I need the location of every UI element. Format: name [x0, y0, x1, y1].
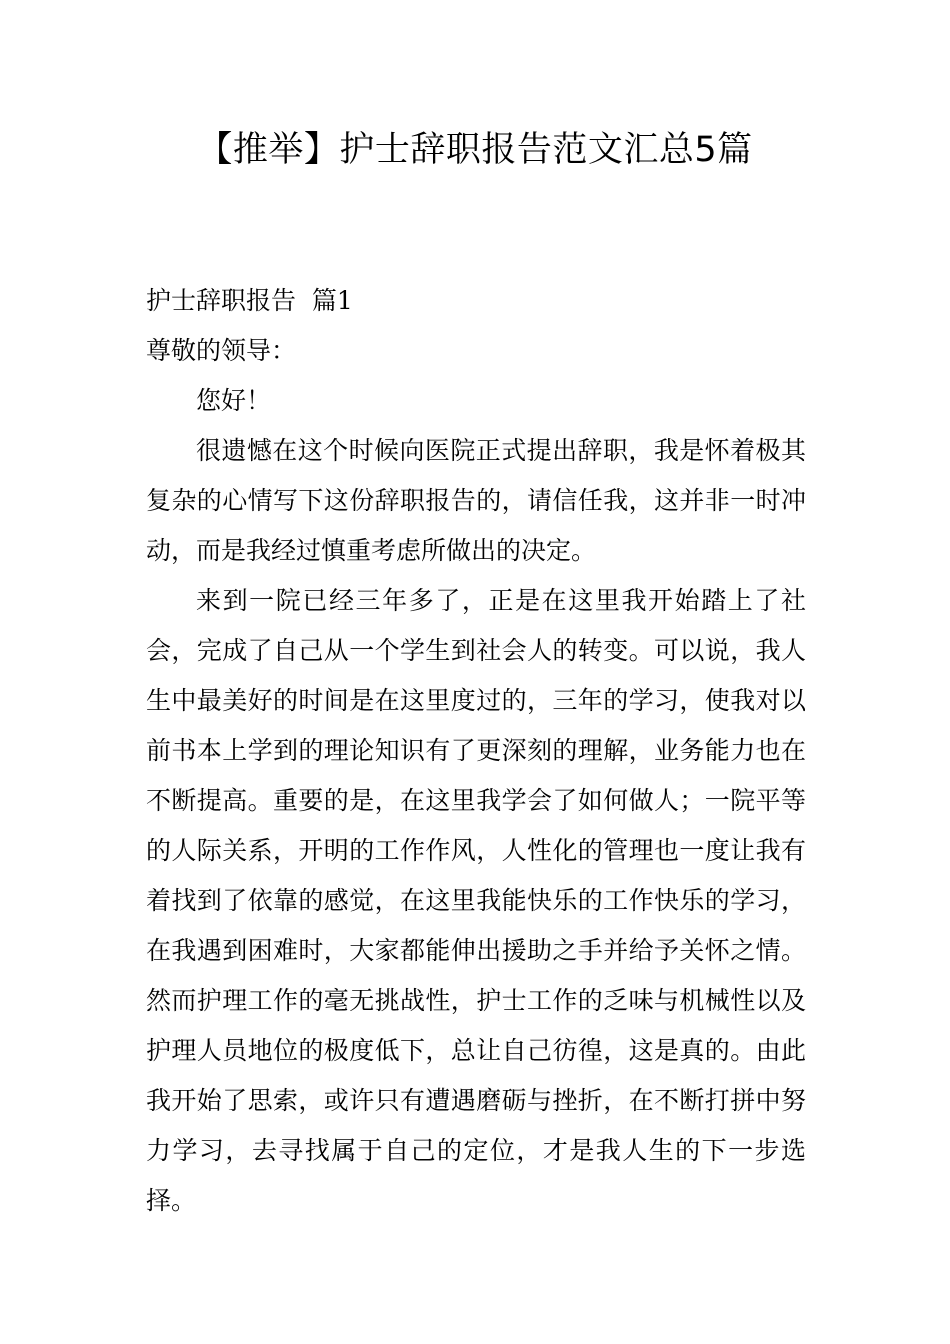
section-heading: 护士辞职报告 篇1	[146, 286, 353, 315]
salutation: 尊敬的领导：	[146, 336, 297, 365]
document-title: 【推举】护士辞职报告范文汇总5篇	[197, 130, 753, 170]
document-body	[146, 276, 806, 1226]
greeting: 您好！	[196, 386, 272, 415]
paragraph-2: 来到一院已经三年多了，正是在这里我开始踏上了社会，完成了自己从一个学生到社会人的转变。可以说，我人生中最美好的时间是在这里度过的，三年的学习，使我对以前书本上学到的理论知识有了更深刻的理解，业务能力也在不断提高。重要的是，在这里我学会了如何做人；一院平等的人际关系，开明的工作作风，人性化的管理也一度让我有着找到了依靠的感觉，在这里我能快乐的工作快乐的学习，在我遇到困难时，大家都能伸出援助之手并给予关怀之情。然而护理工作的毫无挑战性，护士工作的乏味与机械性以及护理人员地位的极度低下，总让自己彷徨，这是真的。由此我开始了思索，或许只有遭遇磨砺与挫折，在不断打拼中努力学习，去寻找属于自己的定位，才是我人生的下一步选择。	[146, 586, 806, 1215]
paragraph-1: 很遗憾在这个时候向医院正式提出辞职，我是怀着极其复杂的心情写下这份辞职报告的，请信任我，这并非一时冲动，而是我经过慎重考虑所做出的决定。	[146, 436, 806, 565]
